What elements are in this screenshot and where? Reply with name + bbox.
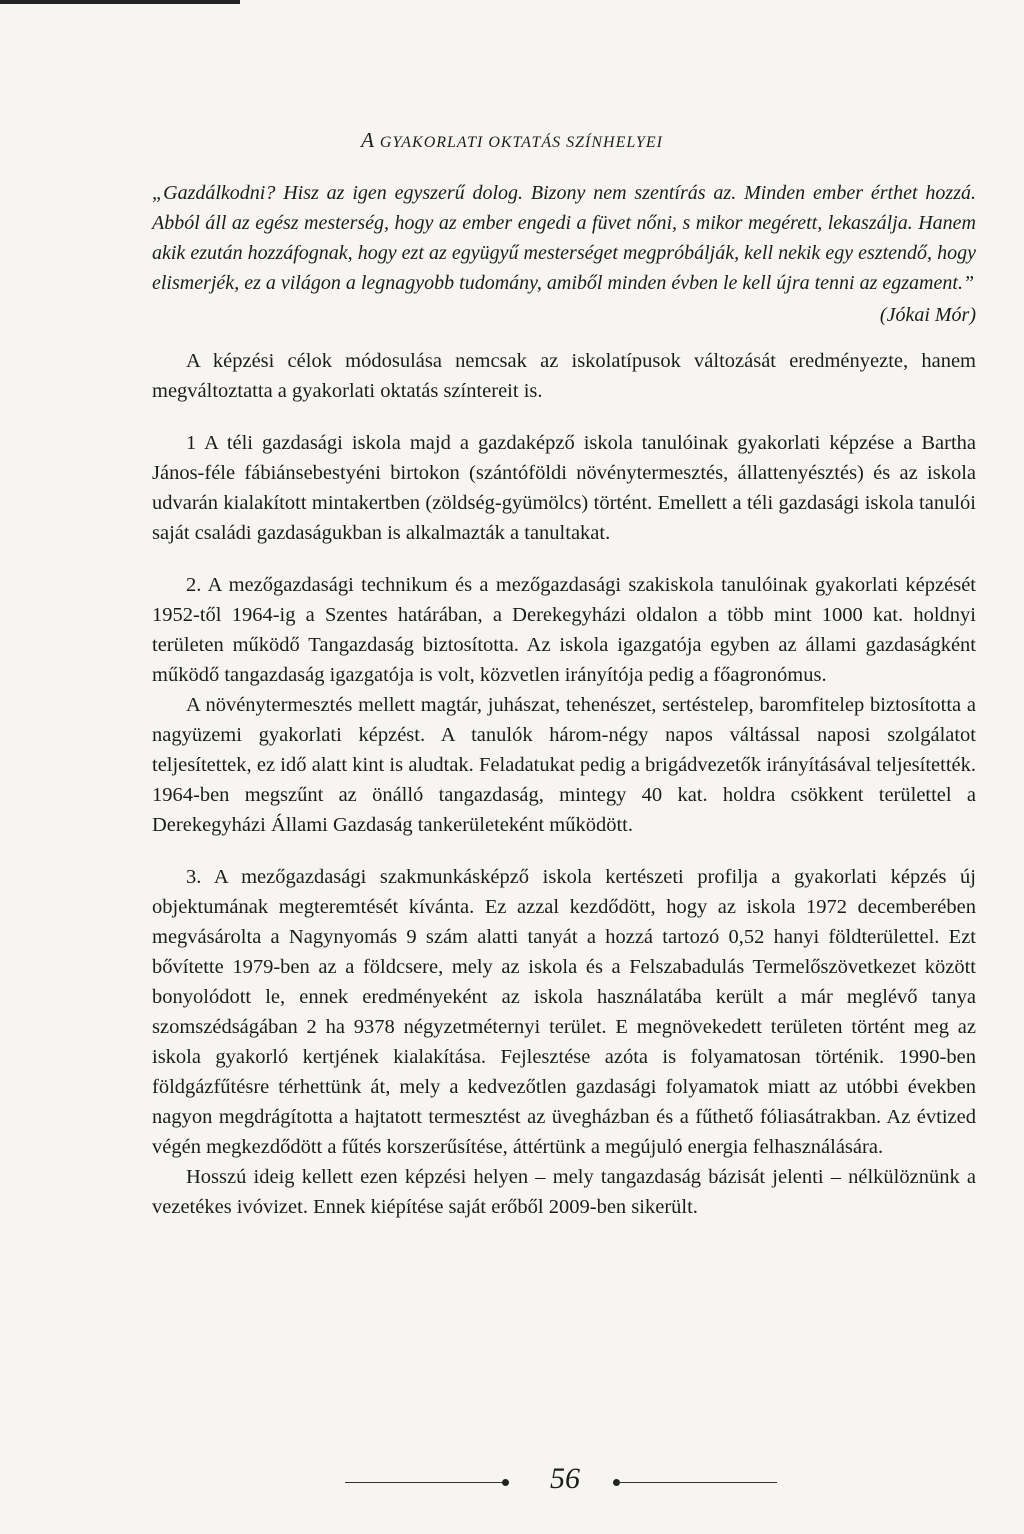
- footer-bullet-left: [502, 1479, 509, 1486]
- epigraph-author: (Jókai Mór): [879, 304, 976, 326]
- top-rule: [0, 0, 240, 4]
- epigraph-quote: „Gazdálkodni? Hisz az igen egyszerű dolog. Bizony nem szentírás az. Minden ember érthet hozzá. Abból áll az egész mesterség, hogy az ember engedi a füvet nőni, s mikor megérett, lekaszálja. Hanem akik ezután hozzáfognak, hogy ezt az együgyű mesterséget megpróbálják, kell nekik egy esztendő, hogy elismerjék, ez a világon a legnagyobb tudomány, amiből minden évben le kell újra tenni az egzament.”: [152, 182, 976, 294]
- paragraph-intro: A képzési célok módosulása nemcsak az iskolatípusok változását eredményezte, hanem megváltoztatta a gyakorlati oktatás színtereit is.: [152, 350, 976, 402]
- paragraph-section-1: 1 A téli gazdasági iskola majd a gazdaképző iskola tanulóinak gyakorlati képzése a Bartha János-féle fábiánsebestyéni birtokon (szántóföldi növénytermesztés, állattenyésztés) és az iskola udvarán kialakított mintakertben (zöldség-gyümölcs) történt. Emellett a téli gazdasági iskola tanulói saját családi gazdaságukban is alkalmazták a tanultakat.: [152, 432, 976, 544]
- running-header-initial: A: [361, 128, 375, 152]
- page-body: [152, 178, 976, 1222]
- footer-rule-left: [345, 1482, 505, 1483]
- paragraph-section-2: 2. A mezőgazdasági technikum és a mezőgazdasági szakiskola tanulóinak gyakorlati képzését 1952-től 1964-ig a Szentes határában, a Derekegyházi oldalon a több mint 1000 kat. holdnyi területen működő Tangazdaság biztosította. Az iskola igazgatója egyben az állami gazdaságként működő tangazdaság igazgatója is volt, közvetlen irányítója pedig a főagronómus.: [152, 574, 976, 686]
- paragraph-section-3-cont: Hosszú ideig kellett ezen képzési helyen – mely tangazdaság bázisát jelenti – nélkülöznünk a vezetékes ivóvizet. Ennek kiépítése saját erőből 2009-ben sikerült.: [152, 1166, 976, 1218]
- footer-rule-right: [617, 1482, 777, 1483]
- paragraph-section-2-cont: A növénytermesztés mellett magtár, juhászat, tehenészet, sertéstelep, baromfitelep biztosította a nagyüzemi gyakorlati képzést. A tanulók három-négy napos váltással naposi szolgálatot teljesítettek, ez idő alatt kint is aludtak. Feladatukat pedig a brigádvezetők irányításával teljesítették. 1964-ben megszűnt az önálló tangazdaság, mintegy 40 kat. holdra csökkent területtel a Derekegyházi Állami Gazdaság tankerületeként működött.: [152, 694, 976, 836]
- paragraph-section-3: 3. A mezőgazdasági szakmunkásképző iskola kertészeti profilja a gyakorlati képzés új objektumának megteremtését kívánta. Ez azzal kezdődött, hogy az iskola 1972 decemberében megvásárolta a Nagynyomás 9 szám alatti tanyát a hozzá tartozó 0,52 hanyi földterülettel. Ezt bővítette 1979-ben az a földcsere, mely az iskola és a Felszabadulás Termelőszövetkezet között bonyolódott le, ennek eredményeként az iskola használatába került a már meglévő tanya szomszédságában 2 ha 9378 négyzetméternyi terület. E megnövekedett területen történt meg az iskola gyakorló kertjének kialakítása. Fejlesztése azóta is folyamatosan történik. 1990-ben földgázfűtésre térhettünk át, mely a kedvezőtlen gazdasági folyamatok miatt az utóbbi években nagyon megdrágította a hajtatott termesztést az üvegházban és a fűthető fóliasátrakban. Az évtized végén megkezdődött a fűtés korszerűsítése, áttértünk a megújuló energia felhasználására.: [152, 866, 976, 1158]
- running-header: [0, 128, 1024, 153]
- page-number: 56: [550, 1462, 580, 1495]
- page-footer: [0, 1462, 1024, 1502]
- running-header-text: GYAKORLATI OKTATÁS SZÍNHELYEI: [379, 134, 663, 151]
